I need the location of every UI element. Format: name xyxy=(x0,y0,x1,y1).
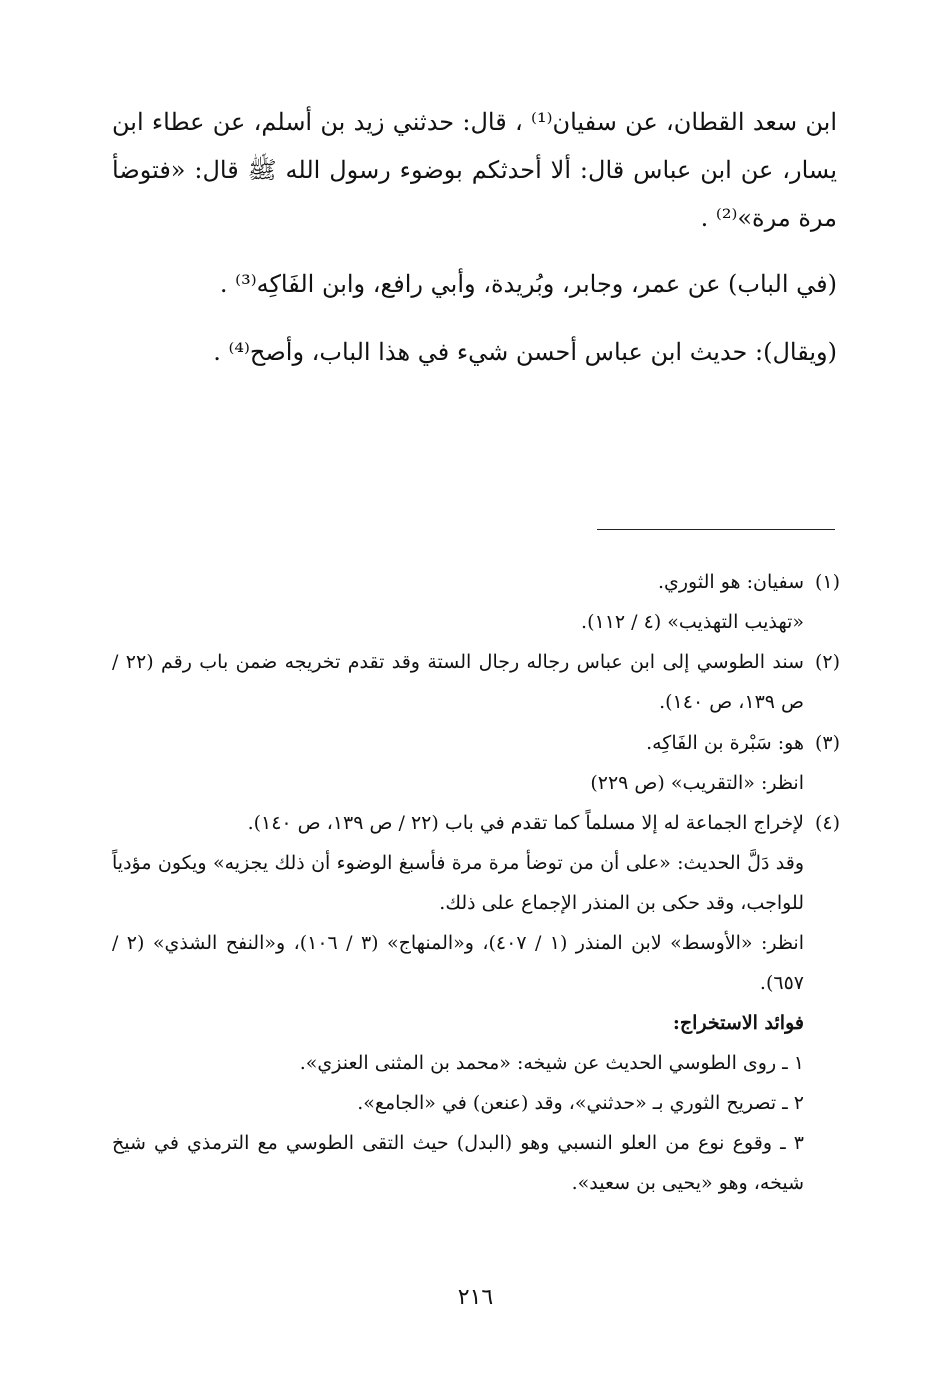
footnote-number: (٤) xyxy=(814,812,840,834)
benefit-item: ١ ـ روى الطوسي الحديث عن شيخه: «محمد بن المثنى العنزي». xyxy=(299,1052,804,1074)
footnote-number: (١) xyxy=(814,571,840,593)
benefit-item: ٢ ـ تصريح الثوري بـ «حدثني»، وقد (عنعن) في «الجامع». xyxy=(357,1092,804,1114)
footnote-number: (٣) xyxy=(814,732,840,754)
footnote-line: هو: سَبْرة بن الفَاكِه. xyxy=(646,732,804,754)
footnote-line: سفيان: هو الثوري. xyxy=(657,571,804,593)
footnote-separator xyxy=(597,529,835,530)
page-number: ٢١٦ xyxy=(457,1285,494,1310)
footnote-line: لإخراج الجماعة له إلا مسلماً كما تقدم في باب (٢٢ / ص ١٣٩، ص ١٤٠). xyxy=(247,812,804,834)
benefit-item: ٣ ـ وقوع نوع من العلو النسبي وهو (البدل) حيث التقى الطوسي مع الترمذي في شيخ شيخه، وهو «يحيى بن سعيد». xyxy=(112,1132,804,1194)
footnote-1 xyxy=(112,562,840,642)
footnote-line: سند الطوسي إلى ابن عباس رجاله رجال الستة وقد تقدم تخريجه ضمن باب رقم (٢٢ / ص ١٣٩، ص ١٤٠). xyxy=(112,651,804,713)
footnote-4 xyxy=(112,803,840,1203)
footnote-line: انظر: «الأوسط» لابن المنذر (١ / ٤٠٧)، و«المنهاج» (٣ / ١٠٦)، و«النفح الشذي» (٢ / ٦٥٧). xyxy=(112,932,804,994)
qala-line: (ويقال): حديث ابن عباس أحسن شيء في هذا الباب، وأصح⁽⁴⁾ . xyxy=(213,338,837,366)
footnote-number: (٢) xyxy=(814,651,840,673)
footnote-2 xyxy=(112,642,840,722)
footnote-line: وقد دَلَّ الحديث: «على أن من توضأ مرة مرة فأسبغ الوضوء أن ذلك يجزيه» ويكون مؤدياً للواجب، وقد حكى بن المنذر الإجماع على ذلك. xyxy=(112,852,804,914)
bab-line: (في الباب) عن عمر، وجابر، وبُريدة، وأبي رافع، وابن الفَاكِه⁽³⁾ . xyxy=(219,270,837,298)
benefits-title: فوائد الاستخراج: xyxy=(672,1012,804,1034)
main-paragraph: ابن سعد القطان، عن سفيان⁽¹⁾ ، قال: حدثني زيد بن أسلم، عن عطاء ابن يسار، عن ابن عباس قال: ألا أحدثكم بوضوء رسول الله ﷺ قال: «فتوضأ مرة مرة»⁽²⁾ . xyxy=(112,108,838,232)
footnote-3 xyxy=(112,723,840,803)
footnote-line: «تهذيب التهذيب» (٤ / ١١٢). xyxy=(581,611,804,633)
footnote-line: انظر: «التقريب» (ص ٢٢٩) xyxy=(590,772,804,794)
